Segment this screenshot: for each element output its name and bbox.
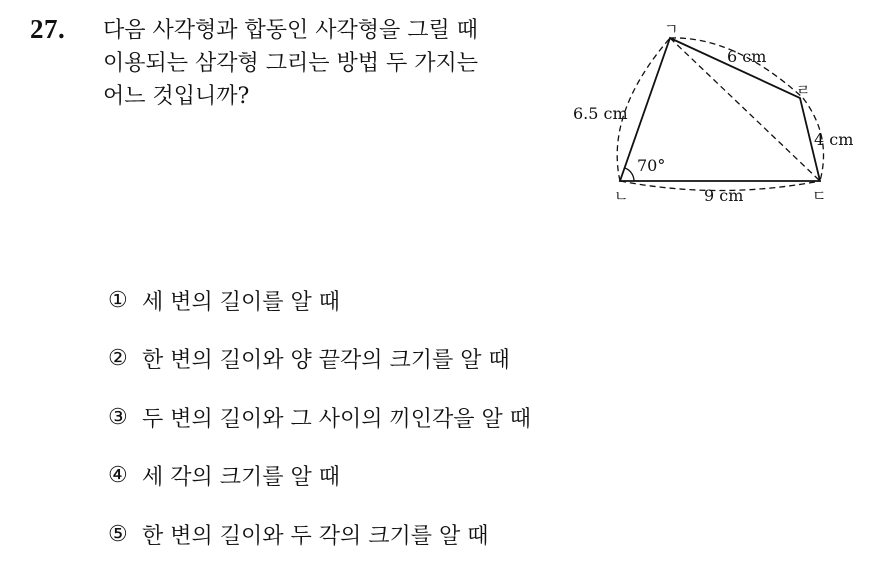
option-5-number: ⑤: [108, 521, 128, 547]
vertex-label-top-left: ㄱ: [664, 20, 679, 38]
angle-arc: [625, 168, 634, 181]
quadrilateral-figure: [560, 18, 880, 218]
option-4-number: ④: [108, 463, 128, 488]
option-2-number: ②: [108, 346, 128, 371]
option-2-text: 한 변의 길이와 양 끝각의 크기를 알 때: [142, 348, 510, 373]
question-line-1: 다음 사각형과 합동인 사각형을 그릴 때: [103, 18, 478, 43]
option-3-number: ③: [108, 404, 128, 430]
option-2[interactable]: [108, 344, 531, 374]
question-number: 27.: [30, 14, 66, 44]
vertex-label-bottom-right: ㄷ: [812, 187, 827, 205]
option-4-text: 세 각의 크기를 알 때: [142, 465, 340, 490]
side-label-bottom: 9 cm: [704, 186, 744, 205]
vertex-label-bottom-left: ㄴ: [614, 187, 629, 205]
side-label-left: 6.5 cm: [573, 104, 628, 123]
angle-label: 70°: [637, 156, 666, 175]
answer-options: [108, 285, 531, 578]
vertex-label-top-right: ㄹ: [796, 81, 811, 99]
option-1[interactable]: [108, 285, 531, 315]
question-line-2: 이용되는 삼각형 그리는 방법 두 가지는: [103, 51, 478, 76]
option-5[interactable]: [108, 519, 531, 549]
option-1-text: 세 변의 길이를 알 때: [142, 289, 340, 315]
option-4[interactable]: [108, 461, 531, 491]
side-label-right: 4 cm: [814, 130, 854, 149]
option-3-text: 두 변의 길이와 그 사이의 끼인각을 알 때: [142, 406, 531, 432]
option-5-text: 한 변의 길이와 두 각의 크기를 알 때: [142, 523, 489, 549]
question-text: [103, 14, 543, 113]
option-1-number: ①: [108, 287, 128, 313]
option-3[interactable]: [108, 402, 531, 432]
side-label-top: 6 cm: [727, 47, 767, 66]
question-line-3: 어느 것입니까?: [103, 84, 250, 109]
